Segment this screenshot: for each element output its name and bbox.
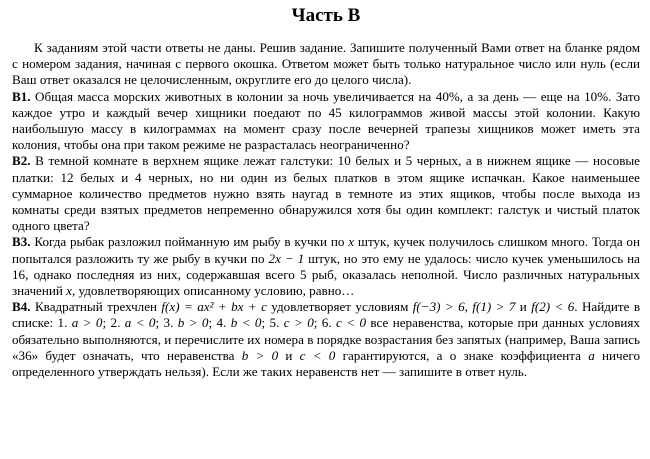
task-b4-text-4: и — [515, 299, 532, 315]
task-b4-option-6: c < 0 — [336, 315, 367, 331]
task-b4-condition-2: f(1) > 7 — [472, 299, 516, 315]
task-b4-text-2: удовлетворяет условиям — [266, 299, 413, 315]
task-b3-text-2: штук, кучек получилось слишком много. Тогда он попытался разложить ту же рыбу в кучки по — [12, 234, 640, 266]
task-b3-formula: 2x − 1 — [268, 250, 305, 266]
task-b4-text-12: и — [278, 347, 300, 363]
task-b4-text-14: ничего определенного утверждать нельзя). Если же таких неравенств нет — запишите в ответ нуль. — [12, 347, 641, 380]
task-b4-option-2: a < 0 — [124, 315, 156, 331]
task-b4-text-6: ; 2. — [102, 315, 125, 331]
task-b2-label: В2. — [12, 153, 31, 169]
task-b4-formula-trinomial: f(x) = ax² + bx + c — [161, 299, 267, 315]
task-b3-text-1: Когда рыбак разложил пойманную им рыбу в кучки по — [34, 234, 349, 250]
task-b3-text-3: штук, но это ему не удалось: число кучек уменьшилось на 16, однако последняя из них, содержавшая всего 5 рыб, оказалась неполной. Число различных натуральных значений — [12, 250, 640, 299]
page-title: Часть В — [291, 5, 361, 26]
task-b1 — [12, 89, 640, 154]
task-b4-option-3: b > 0 — [177, 315, 209, 331]
task-b3-text-4: , удовлетворяющих описанному условию, равно… — [71, 283, 355, 299]
task-b4-text-13: гарантируются, а о знаке коэффициента — [335, 347, 589, 363]
task-b2 — [12, 153, 640, 234]
task-b4-condition-3: f(2) < 6 — [531, 299, 575, 315]
task-b3-var-x: x — [348, 234, 355, 250]
task-b4-option-4: b < 0 — [230, 315, 262, 331]
task-b4-option-1: a > 0 — [71, 315, 103, 331]
task-b3-label: В3. — [12, 234, 31, 250]
task-b4-text-10: ; 6. — [313, 315, 337, 331]
task-b4-text-1: Квадратный трехчлен — [34, 299, 162, 315]
task-b4-text-3: , — [464, 299, 473, 315]
task-b3-var-x-2: x — [66, 283, 72, 299]
intro-paragraph: К заданиям этой части ответы не даны. Решив задание. Запишите полученный Вами ответ на бланке рядом с номером задания, начиная с первого окошка. Ответом может быть только натуральное число или нуль (если Ваш ответ оказался не целочисленным, округлите его до целого числа). — [12, 40, 640, 88]
task-b4-example-1: b > 0 — [241, 347, 279, 363]
task-b3 — [12, 234, 640, 299]
task-b4-condition-1: f(−3) > 6 — [412, 299, 465, 315]
task-b4-coefficient-a: a — [588, 347, 595, 363]
task-b4 — [12, 299, 640, 380]
task-b4-example-2: c < 0 — [299, 347, 336, 363]
task-b4-text-9: ; 5. — [261, 315, 284, 331]
task-b4-text-5: . Найдите в списке: 1. — [12, 299, 641, 331]
task-b1-label: В1. — [12, 88, 31, 104]
document-page — [12, 4, 640, 380]
task-b1-text: Общая масса морских животных в колонии за ночь увеличивается на 40%, а за день — еще на 10%. Зато каждое утро и каждый вечер хищники поедают по 45 килограммов живой массы этой колонии. Какую наибольшую массу в килограммах на момент сразу после вечерней трапезы хищников может иметь эта колония, чтобы она при таком режиме не разрасталась неограниченно? — [12, 88, 640, 153]
task-b4-text-11: все неравенства, которые при данных условиях обязательно выполняются, и перечислите их номера в порядке возрастания без запятых (например, Ваша запись «36» будет означать, что неравенства — [12, 315, 640, 363]
task-b4-label: В4. — [12, 299, 31, 315]
task-b4-text-8: ; 4. — [208, 315, 231, 331]
task-b4-option-5: c > 0 — [283, 315, 314, 331]
task-b2-text: В темной комнате в верхнем ящике лежат галстуки: 10 белых и 5 черных, а в нижнем ящике — носовые платки: 12 белых и 4 черных, но ни один из белых платков в этом ящике испачкан. Какое наименьшее суммарное количество предметов нужно взять наугад в темноте из этих ящиков, чтобы после выхода из комнаты среди взятых предметов непременно обнаружился хотя бы один комплект: галстук и чистый платок одного цвета? — [12, 153, 640, 234]
task-b4-text-7: ; 3. — [155, 315, 178, 331]
